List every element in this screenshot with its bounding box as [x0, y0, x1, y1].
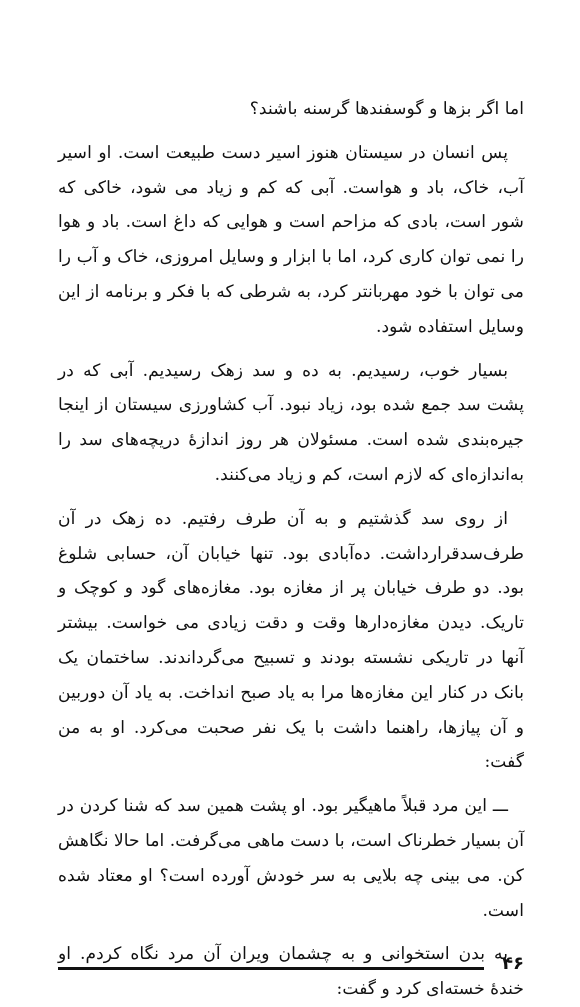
page-number: ۴۶ — [502, 953, 524, 974]
book-page — [58, 92, 524, 1000]
footer-divider — [58, 967, 484, 970]
paragraph-village-street: از روی سد گذشتیم و به آن طرف رفتیم. ده زهک در آن طرف‌سدقرارداشت. ده‌آبادی بود. تنها خیابان آن، حسابی شلوغ بود. دو طرف خیابان پر از مغازه بود. مغازه‌های گود و کوچک و تاریک. دیدن مغازه‌دارها وقت و دقت زیادی می خواست. بیشتر آنها در تاریکی نشسته بودند و تسبیح می‌گرداندند. ساختمان یک بانک در کنار این مغازه‌ها مرا به یاد صبح انداخت. به یاد آن دوربین و آن پیازها، راهنما داشت با یک نفر صحبت می‌کرد. او به من گفت: — [58, 508, 524, 773]
paragraph-fisherman-dialogue: ـــ این مرد قبلاً ماهیگیر بود. او پشت همین سد که شنا کردن در آن بسیار خطرناک است، با دست ماهی می‌گرفت. اما حالا نگاهش کن. می بینی چه بلایی به سر خودش آورده است؟ او معتاد شده است. — [58, 796, 524, 921]
paragraph-zahak-dam: بسیار خوب، رسیدیم. به ده و سد زهک رسیدیم. آبی که در پشت سد جمع شده بود، زیاد نبود. آب کشاورزی سیستان از اینجا جیره‌بندی شده است. مسئولان هر روز اندازهٔ دریچه‌های سد را به‌اندازه‌ای که لازم است، کم و زیاد می‌کنند. — [58, 360, 524, 485]
paragraph-sistan-nature: پس انسان در سیستان هنوز اسیر دست طبیعت است. او اسیر آب، خاک، باد و هواست. آبی که کم و زیاد می شود، خاکی که شور است، بادی که مزاحم است و هوایی که داغ است. باد و هوا را نمی توان کاری کرد، اما با ابزار و وسایل امروزی، خاک و آب را می توان با خود مهربانتر کرد، به شرطی که با فکر و برنامه از این وسایل استفاده شود. — [58, 142, 524, 337]
paragraph-question: اما اگر بزها و گوسفندها گرسنه باشند؟ — [249, 99, 524, 119]
paragraph-tired-laugh: به بدن استخوانی و به چشمان ویران آن مرد نگاه کردم. او خندهٔ خسته‌ای کرد و گفت: — [58, 944, 524, 1000]
page-footer — [58, 952, 524, 982]
